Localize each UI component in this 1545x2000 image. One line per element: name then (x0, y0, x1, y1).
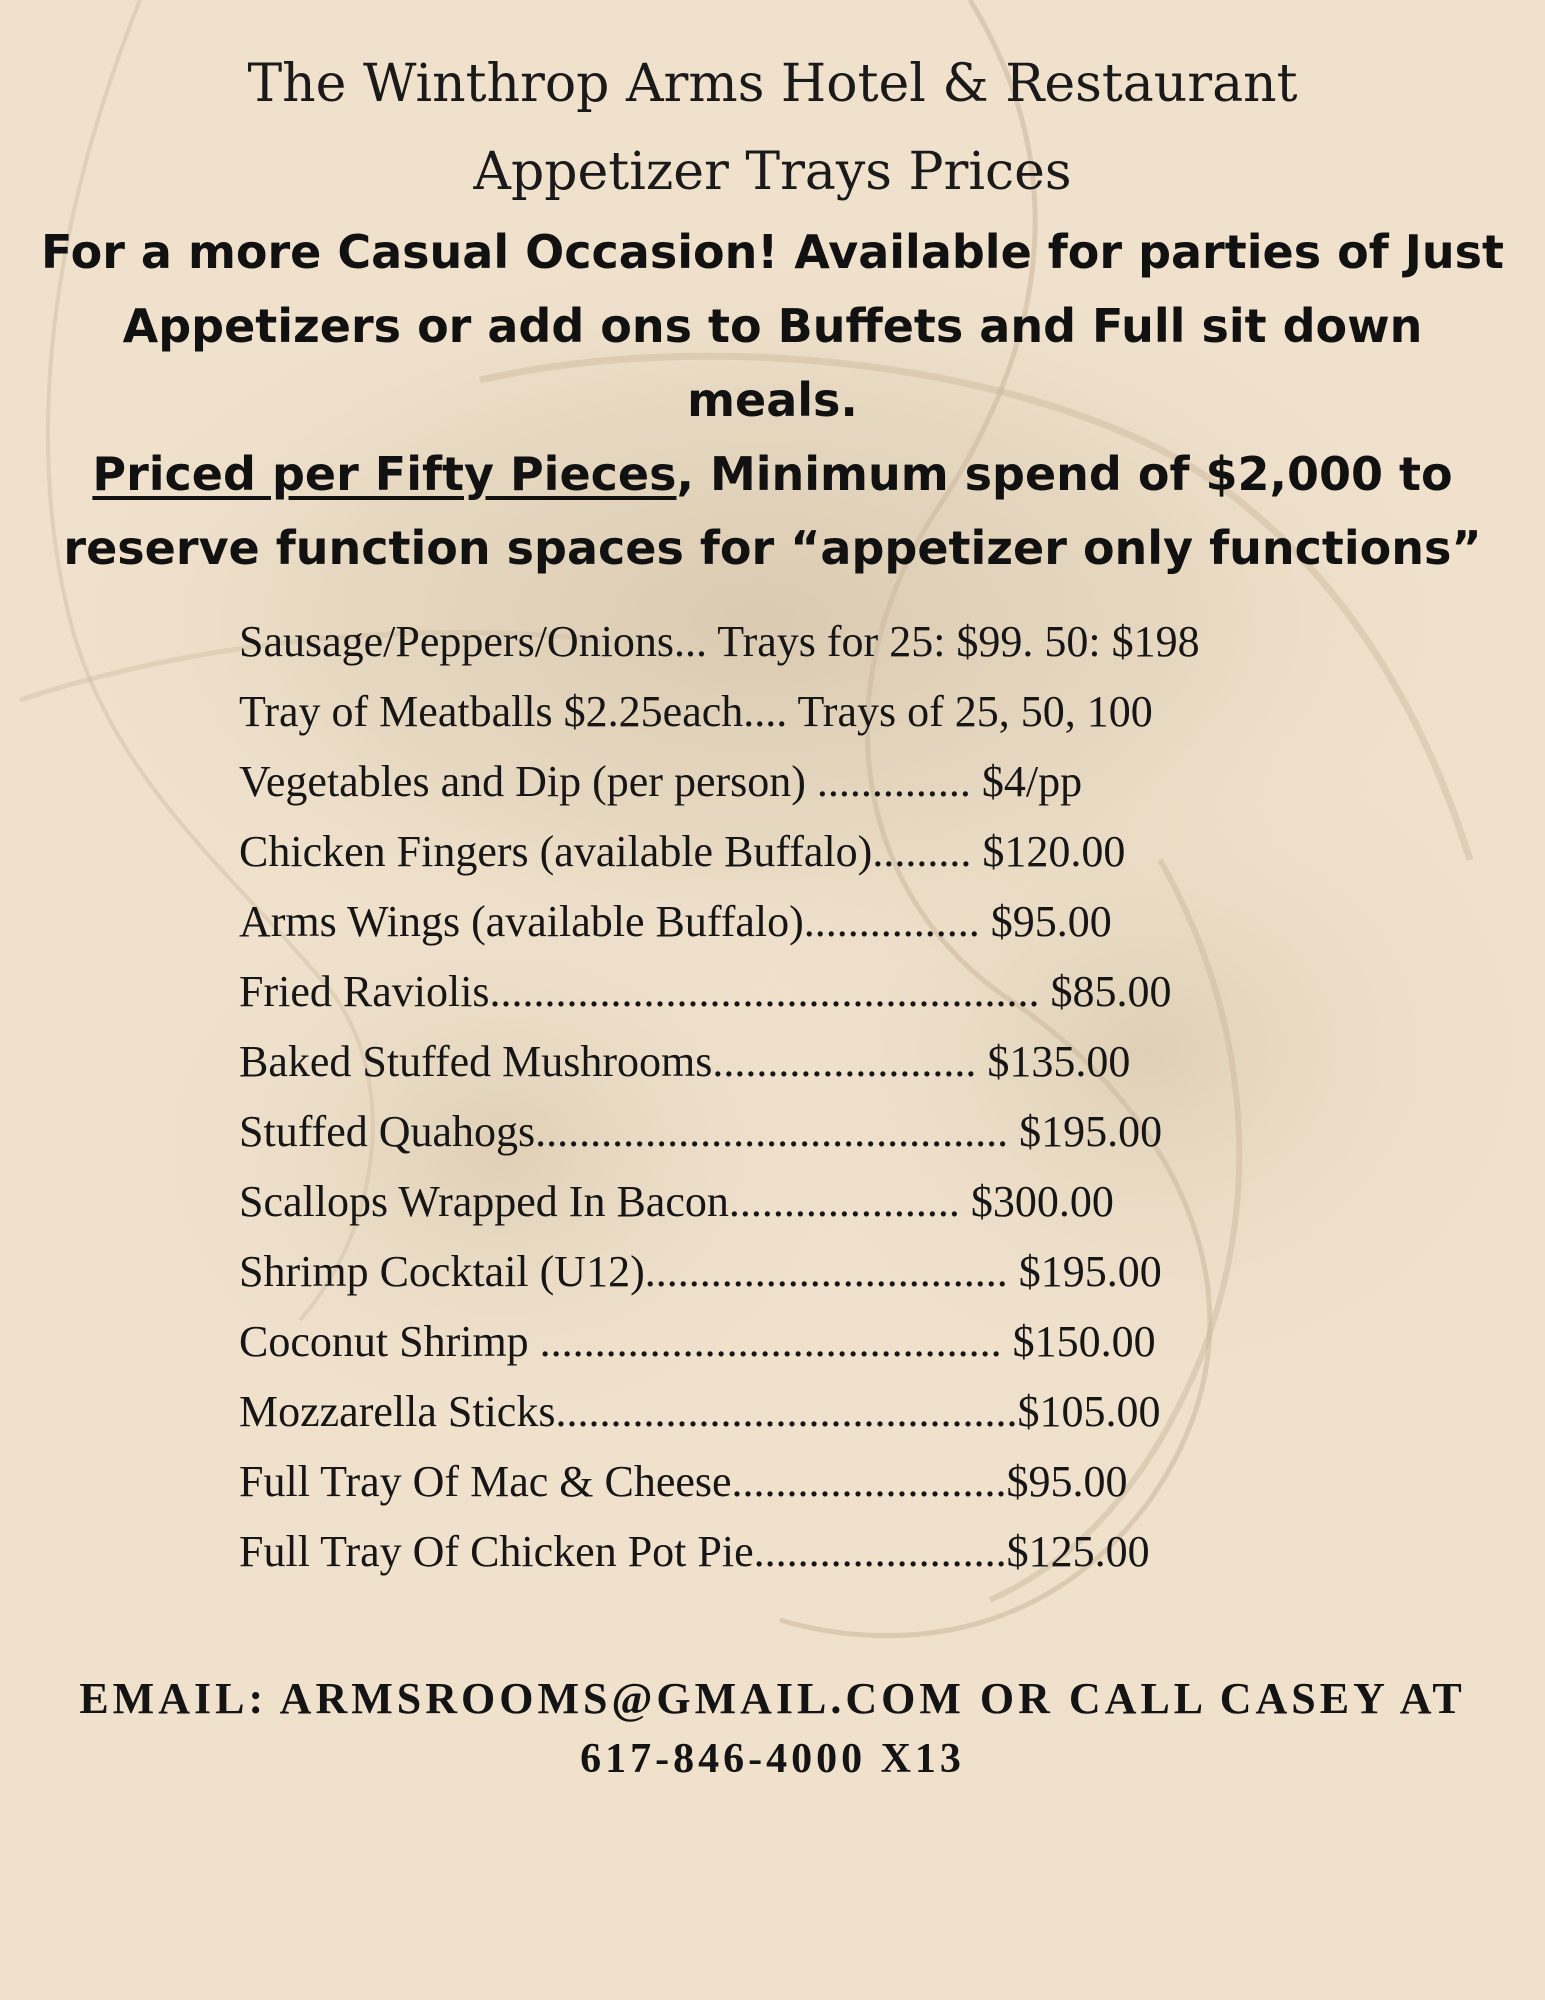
contact-phone-line: 617-846-4000 X13 (580, 1736, 965, 1782)
menu-item: Stuffed Quahogs........................................... $195.00 (239, 1107, 1163, 1156)
priced-per-label: Priced per Fifty Pieces (92, 447, 677, 501)
menu-item: Scallops Wrapped In Bacon..................... $300.00 (239, 1177, 1114, 1226)
menu-item: Fried Raviolis.................................................. $85.00 (239, 967, 1172, 1016)
intro-line-2: , Minimum spend of $2,000 to reserve function spaces for “appetizer only functions” (63, 447, 1482, 575)
menu-item: Baked Stuffed Mushrooms........................ $135.00 (239, 1037, 1131, 1086)
menu-item: Shrimp Cocktail (U12)................................. $195.00 (239, 1247, 1162, 1296)
contact-email-line: EMAIL: ARMSROOMS@GMAIL.COM OR CALL CASEY AT (79, 1674, 1466, 1723)
page-subtitle: Appetizer Trays Prices (473, 142, 1072, 202)
menu-item: Mozzarella Sticks..........................................$105.00 (239, 1387, 1161, 1436)
intro-text (30, 215, 1515, 585)
appetizer-list (239, 607, 1459, 1587)
intro-line-1: For a more Casual Occasion! Available for parties of Just Appetizers or add ons to Buffets and Full sit down meals. (41, 225, 1504, 427)
page-title: The Winthrop Arms Hotel & Restaurant (247, 54, 1298, 114)
menu-item: Full Tray Of Mac & Cheese.........................$95.00 (239, 1457, 1128, 1506)
menu-item: Vegetables and Dip (per person) .............. $4/pp (239, 757, 1083, 806)
menu-item: Full Tray Of Chicken Pot Pie.......................$125.00 (239, 1527, 1150, 1576)
menu-item: Coconut Shrimp .......................................... $150.00 (239, 1317, 1156, 1366)
menu-item: Chicken Fingers (available Buffalo)......... $120.00 (239, 827, 1126, 876)
menu-item: Sausage/Peppers/Onions... Trays for 25: $99. 50: $198 (239, 617, 1200, 666)
menu-item: Tray of Meatballs $2.25each.... Trays of 25, 50, 100 (239, 687, 1153, 736)
menu-item: Arms Wings (available Buffalo)................ $95.00 (239, 897, 1112, 946)
